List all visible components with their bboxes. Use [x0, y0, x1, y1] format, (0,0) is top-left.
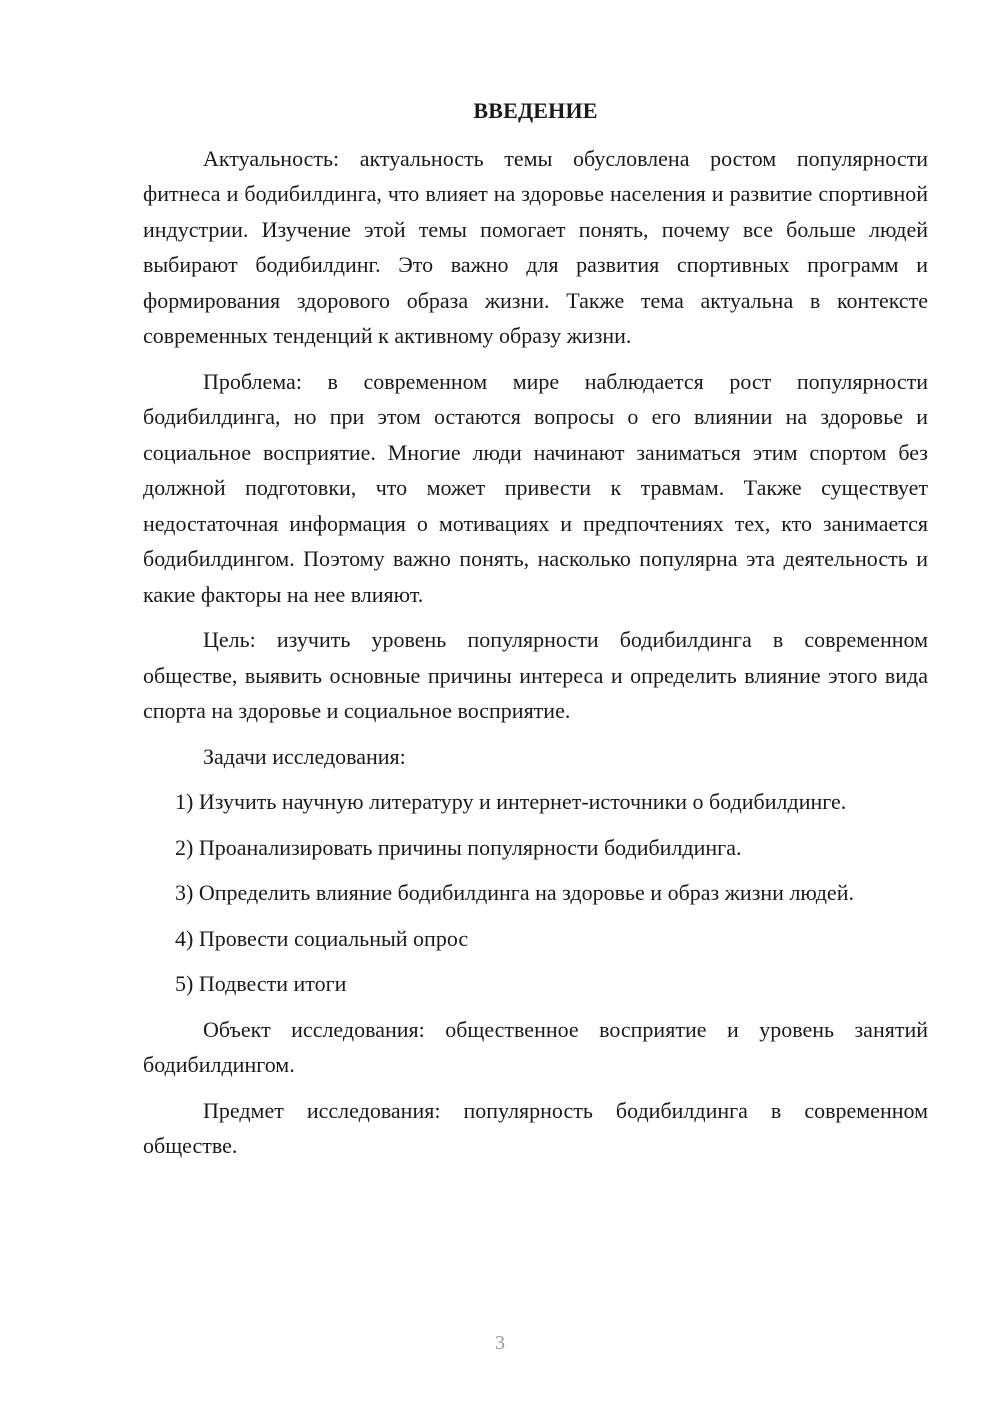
relevance-paragraph: Актуальность: актуальность темы обусловлена ростом популярности фитнеса и бодибилдинга, что влияет на здоровье населения и развитие спортивной индустрии. Изучение этой темы помогает понять, почему все больше людей выбирают бодибилдинг. Это важно для развития спортивных программ и формирования здорового образа жизни. Также тема актуальна в контексте современных тенденций к активному образу жизни. — [143, 145, 928, 348]
problem-paragraph: Проблема: в современном мире наблюдается рост популярности бодибилдинга, но при этом остаются вопросы о его влиянии на здоровье и социальное восприятие. Многие люди начинают заниматься этим спортом без должной подготовки, что может привести к травмам. Также существует недостаточная информация о мотивациях и предпочтениях тех, кто занимается бодибилдингом. Поэтому важно понять, насколько популярна эта деятельность и какие факторы на нее влияют. — [143, 368, 928, 607]
task-item-2: 2) Проанализировать причины популярности бодибилдинга. — [175, 834, 742, 860]
goal-paragraph: Цель: изучить уровень популярности бодибилдинга в современном обществе, выявить основные причины интереса и определить влияние этого вида спорта на здоровье и социальное восприятие. — [143, 627, 928, 723]
research-object-paragraph: Объект исследования: общественное восприятие и уровень занятий бодибилдингом. — [143, 1016, 928, 1077]
research-subject-paragraph: Предмет исследования: популярность бодибилдинга в современном обществе. — [143, 1097, 928, 1158]
task-item-3: 3) Определить влияние бодибилдинга на здоровье и образ жизни людей. — [175, 880, 854, 905]
document-page — [143, 88, 928, 1164]
task-item-4: 4) Провести социальный опрос — [175, 925, 469, 951]
task-item-1: 1) Изучить научную литературу и интернет-источники о бодибилдинге. — [175, 789, 847, 814]
tasks-heading: Задачи исследования: — [203, 743, 406, 769]
section-heading: ВВЕДЕНИЕ — [473, 98, 598, 123]
page-number: 3 — [495, 1332, 505, 1354]
task-item-5: 5) Подвести итоги — [175, 971, 347, 996]
